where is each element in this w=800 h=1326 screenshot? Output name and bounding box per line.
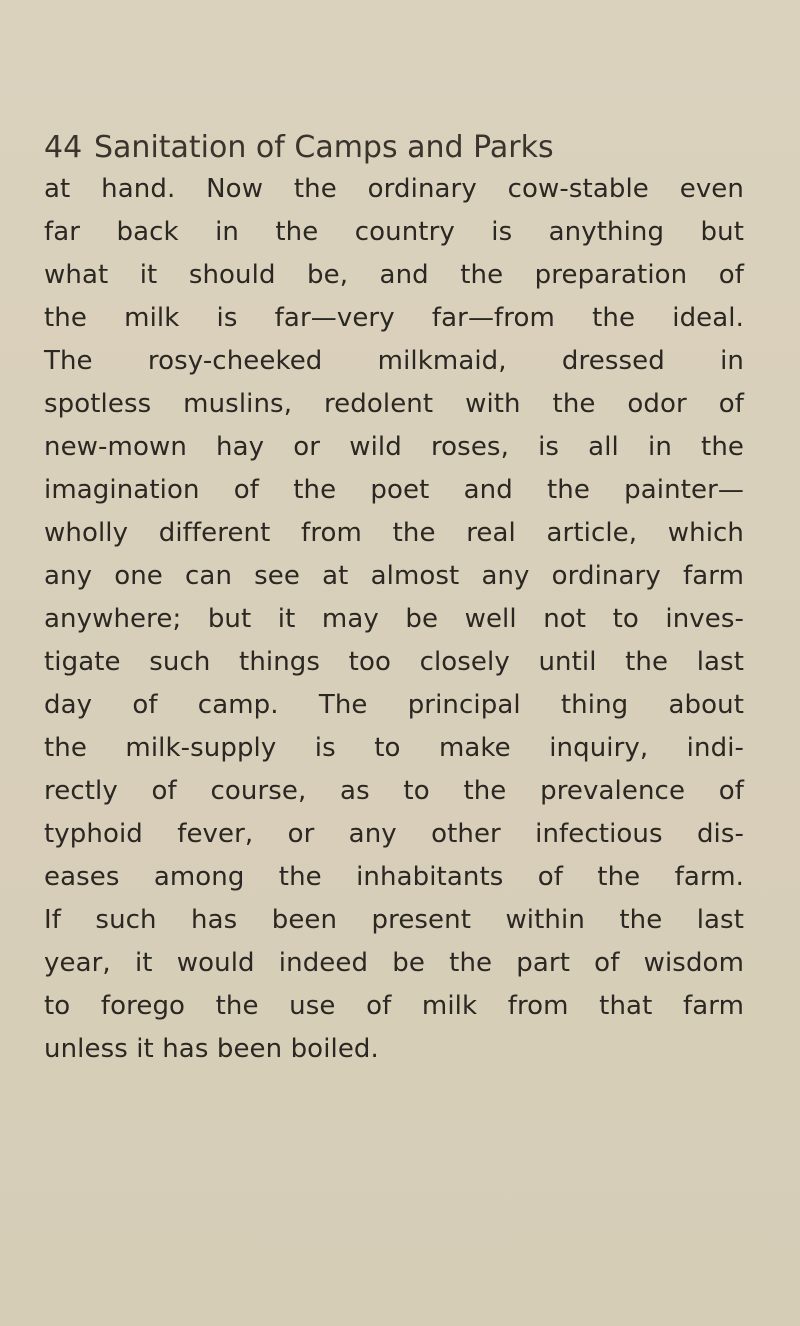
text-line: tigate such things too closely until the last — [44, 647, 744, 677]
text-line: unless it has been boiled. — [44, 1034, 379, 1064]
text-line: imagination of the poet and the painter— — [44, 475, 744, 505]
text-line: new-mown hay or wild roses, is all in the — [44, 432, 744, 462]
text-line: at hand. Now the ordinary cow-stable even — [44, 174, 744, 204]
text-line: what it should be, and the preparation of — [44, 260, 744, 290]
text-line: the milk-supply is to make inquiry, indi- — [44, 733, 744, 763]
text-line: If such has been present within the last — [44, 905, 744, 935]
text-line: wholly different from the real article, which — [44, 518, 744, 548]
text-line: rectly of course, as to the prevalence of — [44, 776, 744, 806]
text-line: The rosy-cheeked milkmaid, dressed in — [44, 346, 744, 376]
page-header — [44, 126, 744, 170]
body-paragraph — [44, 168, 744, 1071]
text-line: year, it would indeed be the part of wisdom — [44, 948, 744, 978]
text-line: the milk is far—very far—from the ideal. — [44, 303, 744, 333]
text-line: any one can see at almost any ordinary farm — [44, 561, 744, 591]
text-line: far back in the country is anything but — [44, 217, 744, 247]
text-line: typhoid fever, or any other infectious dis- — [44, 819, 744, 849]
text-line: spotless muslins, redolent with the odor of — [44, 389, 744, 419]
text-line: anywhere; but it may be well not to inves- — [44, 604, 744, 634]
page-number: 44 — [44, 130, 83, 165]
text-line: to forego the use of milk from that farm — [44, 991, 744, 1021]
text-line: eases among the inhabitants of the farm. — [44, 862, 744, 892]
running-title: Sanitation of Camps and Parks — [94, 130, 554, 165]
text-line: day of camp. The principal thing about — [44, 690, 744, 720]
